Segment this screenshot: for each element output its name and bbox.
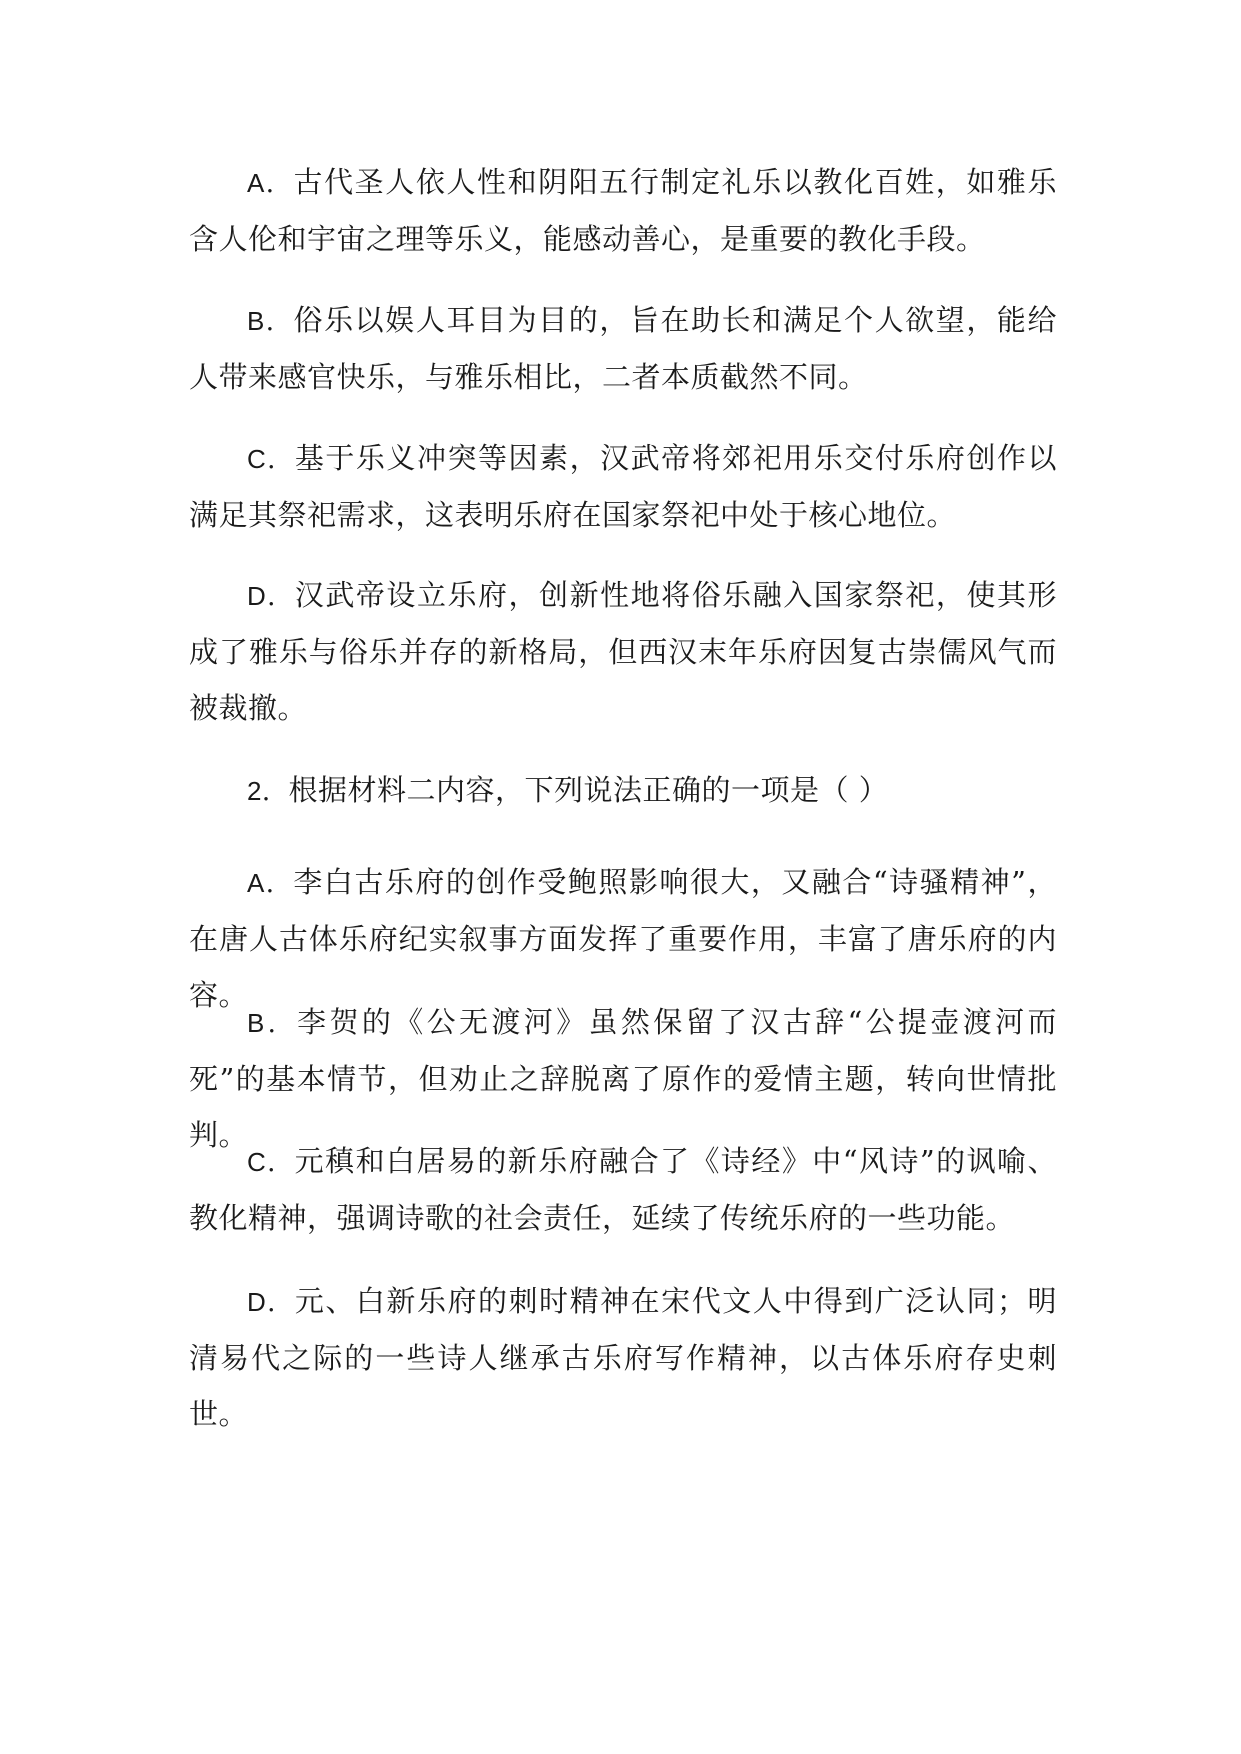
question-2-stem [189, 762, 1057, 819]
question-text: 根据材料二内容，下列说法正确的一项是（ ） [288, 773, 889, 807]
option-label: B． [247, 306, 294, 336]
q2-option-d [189, 1273, 1057, 1442]
option-label: B． [247, 1008, 298, 1038]
option-text: 元、白新乐府的刺时精神在宋代文人中得到广泛认同；明清易代之际的一些诗人继承古乐府写作精神，以古体乐府存史刺世。 [189, 1284, 1057, 1431]
option-text: 李贺的《公无渡河》虽然保留了汉古辞“公提壶渡河而死”的基本情节，但劝止之辞脱离了原作的爱情主题，转向世情批判。 [189, 1005, 1058, 1152]
option-text: 基于乐义冲突等因素，汉武帝将郊祀用乐交付乐府创作以满足其祭祀需求，这表明乐府在国家祭祀中处于核心地位。 [189, 441, 1057, 532]
option-label: C． [247, 1147, 295, 1177]
option-text: 元稹和白居易的新乐府融合了《诗经》中“风诗”的讽喻、教化精神，强调诗歌的社会责任，延续了传统乐府的一些功能。 [189, 1144, 1057, 1235]
option-label: A． [247, 868, 294, 898]
q1-option-a [189, 154, 1057, 267]
option-label: A． [247, 168, 294, 198]
question-number: 2． [247, 776, 289, 806]
option-label: C． [247, 444, 295, 474]
option-label: D． [247, 581, 295, 611]
option-text: 俗乐以娱人耳目为目的，旨在助长和满足个人欲望，能给人带来感官快乐，与雅乐相比，二者本质截然不同。 [189, 303, 1057, 394]
option-text: 古代圣人依人性和阴阳五行制定礼乐以教化百姓，如雅乐含人伦和宇宙之理等乐义，能感动善心，是重要的教化手段。 [189, 165, 1057, 256]
q1-option-b [189, 292, 1057, 405]
option-text: 汉武帝设立乐府，创新性地将俗乐融入国家祭祀，使其形成了雅乐与俗乐并存的新格局，但西汉末年乐府因复古崇儒风气而被裁撤。 [189, 578, 1057, 725]
q1-option-c [189, 430, 1057, 543]
option-text: 李白古乐府的创作受鲍照影响很大，又融合“诗骚精神”，在唐人古体乐府纪实叙事方面发挥了重要作用，丰富了唐乐府的内容。 [189, 865, 1057, 1012]
option-label: D． [247, 1287, 295, 1317]
q1-option-d [189, 567, 1057, 736]
q2-option-c [189, 1133, 1057, 1246]
